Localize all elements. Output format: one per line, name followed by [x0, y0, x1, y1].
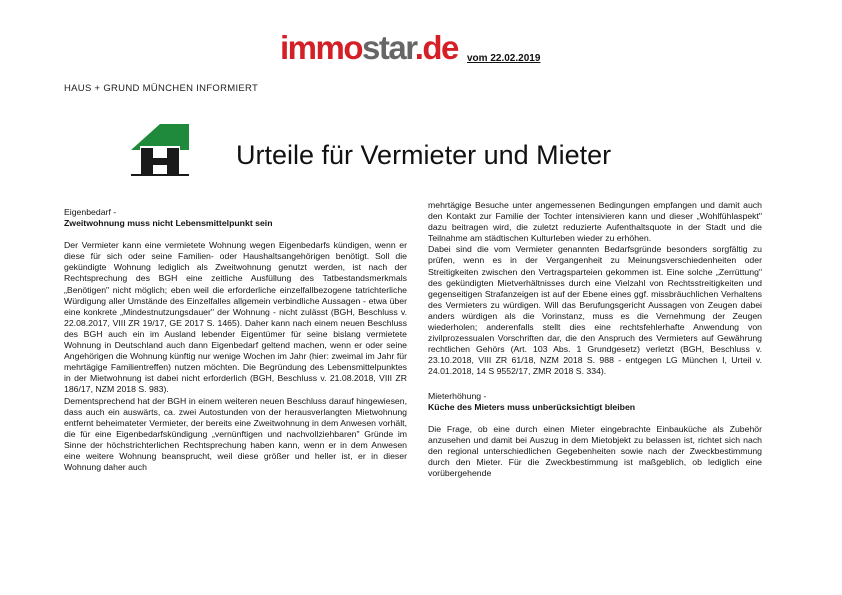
logo-part-star: star [362, 29, 415, 66]
paragraph: Dabei sind die vom Vermieter genannten Bedarfsgründe besonders sorgfältig zu prüfen, wenn es in der Vergangenheit zu Meinungsverschiedenheiten oder Streitigkeiten zwischen den Vertragsparteien gekommen ist. Eine solche „Zerrüttung" des gekündigten Mietverhältnisses durch eine Vielzahl von Rechtsstreitigkeiten und gegenseitigen Strafanzeigen ist auf der Ebene eines ggf. missbräuchlichen Verhaltens des Vermieters zu würdigen. Will das Berufungsgericht Aussagen von Zeugen dabei anders würdigen als die Vorinstanz, muss es die Vernehmung der Zeugen wiederholen; anderenfalls stellt dies eine rechtsfehlerhafte Anwendung von zivilprozessualen Vorschriften dar, die den Anspruch des Vermieters auf Gewährung rechtlichen Gehörs (Art. 103 Abs. 1 Grundgesetz) verletzt (BGH, Beschluss v. 23.10.2018, VIII ZR 61/18, NZM 2018 S. 988 - entgegen LG München I, Urteil v. 24.01.2018, 14 S 9552/17, ZMR 2018 S. 334). [428, 244, 762, 377]
paragraph: Der Vermieter kann eine vermietete Wohnung wegen Eigenbedarfs kündigen, wenn er diese für sich oder seine Familien- oder Haushaltsangehörigen benötigt. Soll die gekündigte Wohnung lediglich als Zweitwohnung genutzt werden, ist nach der Rechtsprechung des BGH eine zeitliche Ausfüllung des Tatbestandsmerkmals „Benötigen" nicht möglich; eben weil die erforderliche einzelfallbezogene tatrichterliche Würdigung aller Umstände des Einzelfalles allgemein verbindliche Aussagen - etwa über eine konkrete „Mindestnutzungsdauer" der Wohnung - nicht zulässt (BGH, Beschluss v. 22.08.2017, VIII ZR 19/17, GE 2017 S. 1465). Daher kann nach einem neuen Beschluss des BGH auch ein im Ausland lebender Eigentümer für seine bislang vermietete Wohnung in Deutschland auch dann Eigenbedarf geltend machen, wenn er oder seine Angehörigen die Wohnung künftig nur wenige Wochen im Jahr (hier: zweimal im Jahr für mehrtägige Familientreffen) nutzen möchten. Die Begründung des Lebensmittelpunktes in der Mietwohnung ist dabei nicht erforderlich (BGH, Beschluss v. 21.08.2018, VIII ZR 186/17, NZM 2018 S. 983). [64, 240, 407, 395]
kicker-line: HAUS + GRUND MÜNCHEN INFORMIERT [64, 83, 259, 94]
section-heading-eigenbedarf: Eigenbedarf - [64, 207, 117, 217]
immostar-logo [280, 28, 458, 68]
article-column-left [64, 207, 407, 473]
publication-date: vom 22.02.2019 [467, 53, 541, 64]
section-subheading-eigenbedarf: Zweitwohnung muss nicht Lebensmittelpunkt sein [64, 218, 273, 229]
article-column-right [428, 200, 762, 479]
paragraph: Dementsprechend hat der BGH in einem weiteren neuen Beschluss darauf hingewiesen, dass auch ein auswärts, ca. zwei Autostunden von der herausverlangten Mietwohnung entfernt beheimateter Vermieter, der bereits eine Zweitwohnung in dem Anwesen vorhält, die für eine Eigenbedarfskündigung „vernünftigen und nachvollziehbaren" Gründe im Sinne der höchstrichterlichen Rechtsprechung haben kann, wenn er in dem Anwesen eine weitere Wohnung beansprucht, weil diese größer und heller ist, er in dieser Wohnung daher auch [64, 395, 407, 473]
haus-grund-house-icon [131, 124, 189, 176]
page-title: Urteile für Vermieter und Mieter [236, 140, 612, 170]
section-heading-mieterhoehung: Mieterhöhung - [428, 390, 487, 401]
section-subheading-mieterhoehung: Küche des Mieters muss unberücksichtigt bleiben [428, 401, 636, 412]
paragraph: Die Frage, ob eine durch einen Mieter eingebrachte Einbauküche als Zubehör anzusehen und damit bei Auszug in dem Mietobjekt zu belassen ist, richtet sich nach den regional unterschiedlichen Gegebenheiten sowie nach der Zweckbestimmung durch den Mieter. Für die Zweckbestimmung ist maßgeblich, ob lediglich eine vorübergehende [428, 423, 762, 479]
paragraph: mehrtägige Besuche unter angemessenen Bedingungen empfangen und damit auch den Kontakt zur Familie der Tochter intensivieren kann und dieser „Wohlfühlaspekt" dazu beitragen wird, die zuletzt reduzierte Aufenthaltsquote in der Stadt und die Teilnahme am städtischen Kulturleben wieder zu erhöhen. [428, 200, 762, 244]
logo-part-immo: immo [280, 29, 363, 66]
logo-part-de: .de [414, 29, 458, 66]
